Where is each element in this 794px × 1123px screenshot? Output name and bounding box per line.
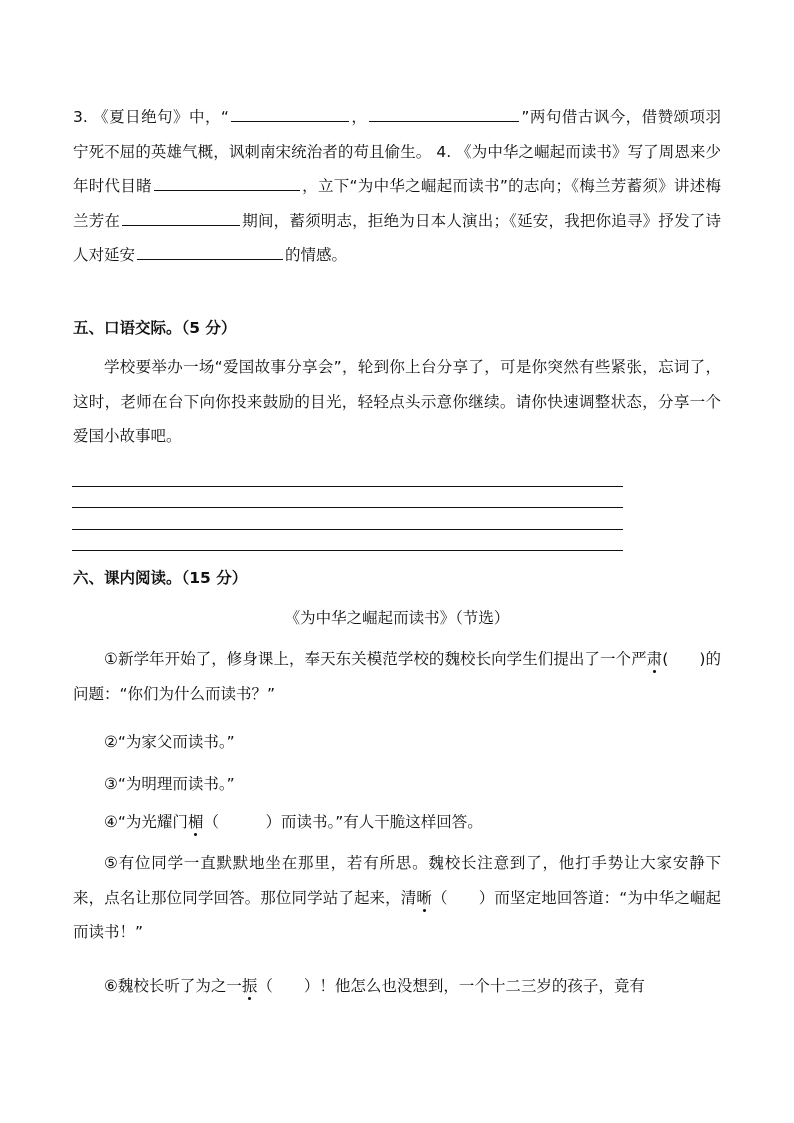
q4-text-3: 的情感。 <box>285 246 348 264</box>
q3-text-3: ”两句借古讽今，借赞颂项羽宁死不屈的英雄气概，讽刺南宋统治者的苟且偷生。 4. 《为中华之崛起而读书》写了周恩来少年时代目睹 <box>73 108 721 195</box>
reading-paragraph-5 <box>73 846 721 950</box>
question-3-4-paragraph <box>73 100 721 273</box>
answer-line-3[interactable] <box>72 529 623 530</box>
paragraph-5-text-a: ⑤有位同学一直默默地坐在那里，若有所思。魏校长注意到了，他打手势让大家安静下来，点名让那位同学回答。那位同学站了起来，清 <box>73 854 721 907</box>
emphasis-char-zhen: 振 <box>241 977 258 995</box>
section-5-heading: 五、口语交际。（5 分） <box>73 319 237 337</box>
paragraph-1-text-a: ①新学年开始了，修身课上，奉天东关模范学校的魏校长向学生们提出了一个严 <box>104 650 647 668</box>
emphasis-char-xi: 晰 <box>416 888 432 907</box>
answer-blank-1[interactable] <box>231 103 349 122</box>
reading-paragraph-3: ③“为明理而读书。” <box>104 775 235 793</box>
paragraph-5-text-b: （ ）而坚定地回答道：“为中华之崛起而读书！” <box>73 888 721 941</box>
q3-text-2: ， <box>350 108 368 126</box>
answer-line-2[interactable] <box>72 507 623 508</box>
section-5-prompt: 学校要举办一场“爱国故事分享会”，轮到你上台分享了，可是你突然有些紧张，忘词了，这时，老师在台下向你投来鼓励的目光，轻轻点头示意你继续。请你快速调整状态，分享一个爱国小故事吧。 <box>73 358 721 445</box>
answer-blank-2[interactable] <box>369 103 519 122</box>
q4-text-1: ，立下“为中华之崛起而读书”的志向；《梅兰芳蓄须》讲述梅兰芳在 <box>73 177 721 230</box>
q3-text-1: 3. 《夏日绝句》中，“ <box>73 108 229 126</box>
reading-paragraph-4 <box>73 805 721 840</box>
paragraph-4-text-b: （ ）而读书。”有人干脆这样回答。 <box>203 813 483 831</box>
reading-title: 《为中华之崛起而读书》（节选） <box>284 609 510 627</box>
paragraph-6-text-b: （ ）！他怎么也没想到，一个十二三岁的孩子，竟有 <box>257 977 645 995</box>
reading-paragraph-6 <box>73 969 721 1004</box>
emphasis-char-mei: 楣 <box>187 813 204 831</box>
answer-blank-5[interactable] <box>137 241 283 260</box>
answer-line-1[interactable] <box>72 486 623 487</box>
section-6-heading: 六、课内阅读。（15 分） <box>73 569 248 587</box>
q4-text-2: 期间，蓄须明志，拒绝为日本人演出；《延安，我把你追寻》抒发了诗人对延安 <box>73 211 721 264</box>
paragraph-6-text-a: ⑥魏校长听了为之一 <box>104 977 242 995</box>
paragraph-1-text-b: ( )的问题：“你们为什么而读书？” <box>73 650 721 703</box>
answer-line-4[interactable] <box>72 550 623 551</box>
answer-blank-3[interactable] <box>154 172 300 191</box>
emphasis-char-su: 肃 <box>646 650 663 668</box>
reading-paragraph-2: ②“为家父而读书。” <box>104 733 235 751</box>
reading-paragraph-1 <box>73 642 721 711</box>
answer-blank-4[interactable] <box>122 207 240 226</box>
paragraph-4-text-a: ④“为光耀门 <box>104 813 188 831</box>
